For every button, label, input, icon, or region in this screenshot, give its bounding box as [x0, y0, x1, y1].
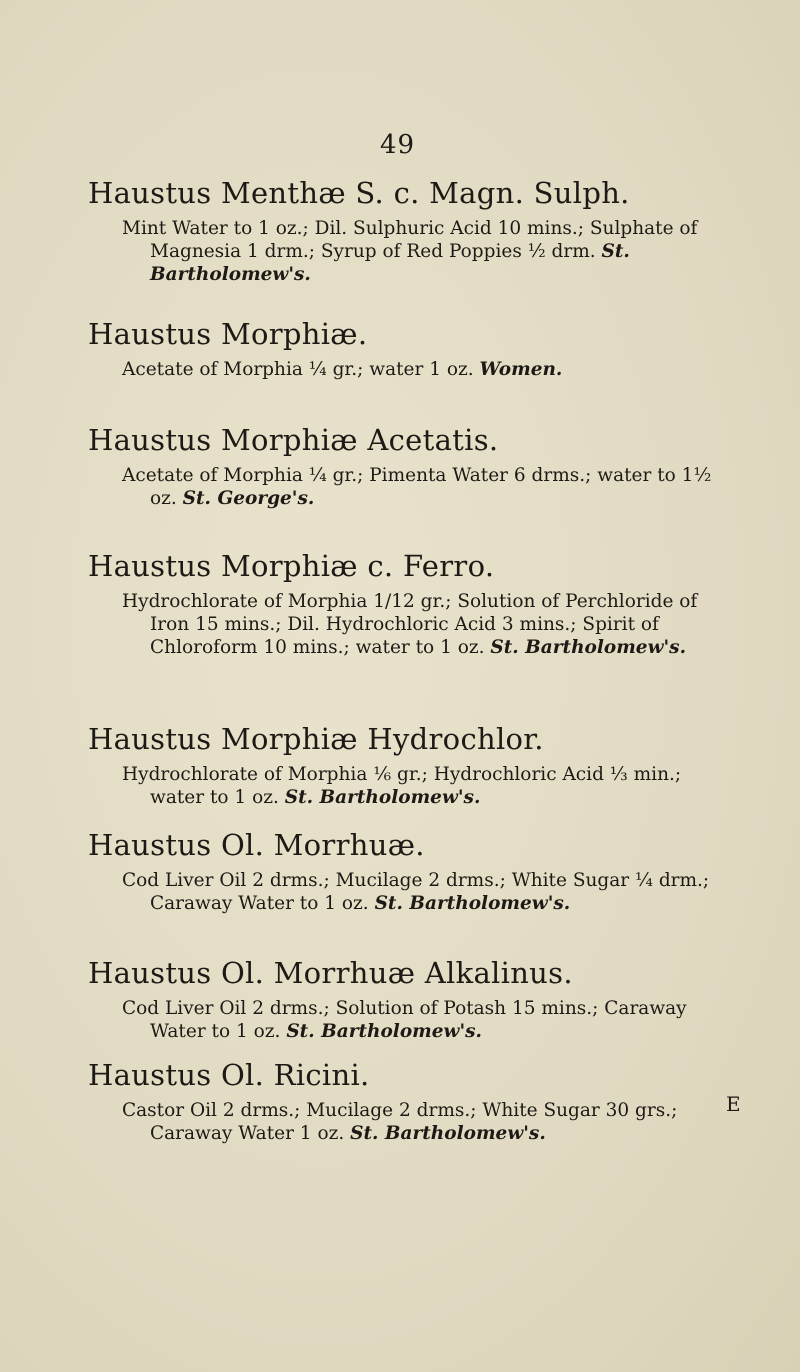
formula-source: St. Bartholomew's.: [374, 893, 571, 914]
formula-ingredients: Cod Liver Oil 2 drms.; Solution of Potash 15 mins.; Caraway Water to 1 oz.: [122, 998, 687, 1042]
formula-text: [122, 997, 728, 1043]
formula-title: Haustus Menthæ S. c. Magn. Sulph.: [88, 176, 630, 210]
formula-title: Haustus Morphiæ c. Ferro.: [88, 549, 495, 583]
formula-source: St. Bartholomew's.: [150, 241, 630, 285]
formula-text: [122, 869, 728, 915]
formula-ingredients: Cod Liver Oil 2 drms.; Mucilage 2 drms.; White Sugar ¼ drm.; Caraway Water to 1 oz.: [122, 870, 710, 914]
formula-entry: [88, 175, 728, 286]
formula-title: Haustus Morphiæ Hydrochlor.: [88, 722, 544, 756]
formula-source: St. Bartholomew's.: [490, 637, 687, 658]
formula-ingredients: Acetate of Morphia ¼ gr.; Pimenta Water 6 drms.; water to 1½ oz.: [122, 465, 712, 509]
formula-source: St. George's.: [182, 488, 315, 509]
formula-title: Haustus Ol. Morrhuæ Alkalinus.: [88, 956, 573, 990]
signature-mark: E: [726, 1092, 741, 1116]
formula-entry: [88, 955, 728, 1043]
formula-ingredients: Castor Oil 2 drms.; Mucilage 2 drms.; White Sugar 30 grs.; Caraway Water 1 oz.: [122, 1100, 678, 1144]
formula-entry: [88, 316, 562, 381]
formula-source: St. Bartholomew's.: [286, 1021, 482, 1042]
formula-ingredients: Hydrochlorate of Morphia ⅙ gr.; Hydrochloric Acid ⅓ min.; water to 1 oz.: [122, 764, 682, 808]
formula-source: St. Bartholomew's.: [350, 1123, 546, 1144]
formula-entry: [88, 548, 728, 659]
page-number: 49: [380, 130, 416, 160]
formula-title: Haustus Ol. Morrhuæ.: [88, 828, 425, 862]
formula-ingredients: Mint Water to 1 oz.; Dil. Sulphuric Acid 10 mins.; Sulphate of Magnesia 1 drm.; Syrup of Red Poppies ½ drm.: [122, 218, 698, 262]
formula-text: [122, 763, 728, 809]
formula-title: Haustus Morphiæ Acetatis.: [88, 423, 499, 457]
formula-text: [122, 358, 562, 381]
formula-source: St. Bartholomew's.: [284, 787, 481, 808]
formula-source: Women.: [479, 359, 563, 380]
formula-ingredients: Acetate of Morphia ¼ gr.; water 1 oz.: [122, 359, 474, 380]
formula-entry: [88, 1057, 728, 1145]
formula-title: Haustus Ol. Ricini.: [88, 1058, 370, 1092]
formula-text: [122, 1099, 728, 1145]
formula-entry: [88, 422, 728, 510]
formula-text: [122, 590, 728, 659]
formula-ingredients: Hydrochlorate of Morphia 1/12 gr.; Solution of Perchloride of Iron 15 mins.; Dil. Hydrochloric Acid 3 mins.; Spirit of Chloroform 10 mins.; water to 1 oz.: [122, 591, 698, 658]
formula-title: Haustus Morphiæ.: [88, 317, 368, 351]
formula-entry: [88, 827, 728, 915]
formula-text: [122, 217, 728, 286]
formula-text: [122, 464, 728, 510]
formula-entry: [88, 721, 728, 809]
